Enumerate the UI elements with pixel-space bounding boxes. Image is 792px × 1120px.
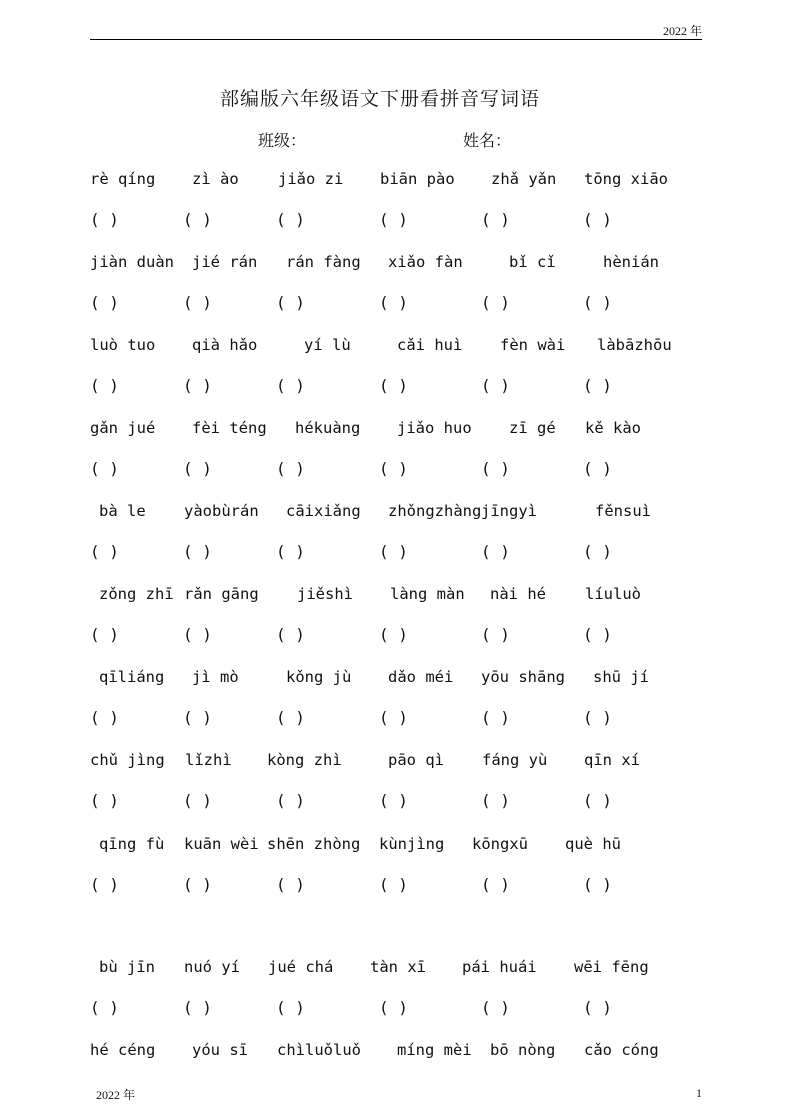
answer-blank[interactable]: ( ) — [481, 875, 510, 894]
pinyin-row — [90, 958, 690, 984]
pinyin-word: hènián — [603, 253, 659, 271]
answer-blank[interactable]: ( ) — [276, 459, 305, 478]
pinyin-word: jì mò — [192, 668, 239, 686]
answer-blank[interactable]: ( ) — [276, 542, 305, 561]
answer-blank[interactable]: ( ) — [481, 791, 510, 810]
pinyin-row — [90, 751, 690, 777]
answer-blank[interactable]: ( ) — [90, 376, 119, 395]
answer-blank[interactable]: ( ) — [90, 210, 119, 229]
answer-blank[interactable]: ( ) — [183, 708, 212, 727]
answer-blank[interactable]: ( ) — [379, 459, 408, 478]
answer-blank[interactable]: ( ) — [379, 542, 408, 561]
pinyin-word: kòng zhì — [267, 751, 342, 769]
answer-blank[interactable]: ( ) — [583, 625, 612, 644]
pinyin-row — [90, 585, 690, 611]
answer-row — [90, 293, 690, 319]
pinyin-word: shēn zhòng — [267, 835, 361, 853]
pinyin-word: yàobùrán — [184, 502, 259, 520]
pinyin-word: yōu shāng — [481, 668, 565, 686]
answer-blank[interactable]: ( ) — [481, 708, 510, 727]
answer-blank[interactable]: ( ) — [481, 625, 510, 644]
answer-blank[interactable]: ( ) — [183, 998, 212, 1017]
page-number: 1 — [696, 1086, 702, 1100]
answer-blank[interactable]: ( ) — [276, 625, 305, 644]
pinyin-word: qīliáng — [99, 668, 165, 686]
answer-blank[interactable]: ( ) — [379, 376, 408, 395]
answer-blank[interactable]: ( ) — [583, 998, 612, 1017]
header-year: 2022 年 — [662, 24, 702, 38]
answer-blank[interactable]: ( ) — [90, 791, 119, 810]
answer-row — [90, 998, 690, 1024]
pinyin-word: chìluǒluǒ — [277, 1041, 361, 1059]
pinyin-row — [90, 419, 690, 445]
pinyin-word: qīn xí — [584, 751, 640, 769]
answer-blank[interactable]: ( ) — [583, 293, 612, 312]
pinyin-word: què hū — [565, 835, 621, 853]
answer-blank[interactable]: ( ) — [379, 210, 408, 229]
pinyin-word: jié rán — [192, 253, 258, 271]
pinyin-row — [90, 1041, 690, 1067]
pinyin-word: rán fàng — [286, 253, 361, 271]
answer-blank[interactable]: ( ) — [379, 293, 408, 312]
pinyin-word: xiǎo fàn — [388, 253, 463, 271]
answer-blank[interactable]: ( ) — [183, 875, 212, 894]
pinyin-word: nuó yí — [184, 958, 240, 976]
answer-blank[interactable]: ( ) — [583, 708, 612, 727]
answer-blank[interactable]: ( ) — [481, 542, 510, 561]
pinyin-row — [90, 253, 690, 279]
answer-blank[interactable]: ( ) — [481, 998, 510, 1017]
pinyin-word: hé céng — [90, 1041, 156, 1059]
pinyin-word: biān pào — [380, 170, 455, 188]
pinyin-word: làng màn — [390, 585, 465, 603]
pinyin-word: tàn xī — [370, 958, 426, 976]
pinyin-word: rè qíng — [90, 170, 156, 188]
pinyin-word: qià hǎo — [192, 336, 258, 354]
answer-row — [90, 875, 690, 901]
pinyin-word: zǒng zhī — [99, 585, 174, 603]
pinyin-word: luò tuo — [90, 336, 156, 354]
answer-blank[interactable]: ( ) — [90, 293, 119, 312]
pinyin-word: pāo qì — [388, 751, 444, 769]
answer-row — [90, 210, 690, 236]
pinyin-word: fěnsuì — [595, 502, 651, 520]
pinyin-word: jiǎo huo — [397, 419, 472, 437]
pinyin-word: kě kào — [585, 419, 641, 437]
pinyin-word: nài hé — [490, 585, 546, 603]
answer-blank[interactable]: ( ) — [481, 376, 510, 395]
pinyin-word: míng mèi — [397, 1041, 472, 1059]
answer-blank[interactable]: ( ) — [583, 791, 612, 810]
answer-blank[interactable]: ( ) — [183, 459, 212, 478]
pinyin-word: jiàn duàn — [90, 253, 174, 271]
pinyin-word: hékuàng — [295, 419, 361, 437]
pinyin-row — [90, 835, 690, 861]
header-divider — [90, 39, 702, 40]
pinyin-word: yóu sī — [192, 1041, 248, 1059]
answer-blank[interactable]: ( ) — [183, 210, 212, 229]
pinyin-word: pái huái — [462, 958, 537, 976]
answer-blank[interactable]: ( ) — [276, 376, 305, 395]
pinyin-word: yí lù — [304, 336, 351, 354]
answer-blank[interactable]: ( ) — [183, 791, 212, 810]
pinyin-word: jué chá — [268, 958, 334, 976]
pinyin-word: dǎo méi — [388, 668, 454, 686]
answer-blank[interactable]: ( ) — [583, 459, 612, 478]
pinyin-word: jīngyì — [481, 502, 537, 520]
answer-blank[interactable]: ( ) — [276, 210, 305, 229]
pinyin-word: zhǎ yǎn — [491, 170, 557, 188]
answer-blank[interactable]: ( ) — [90, 875, 119, 894]
answer-blank[interactable]: ( ) — [583, 210, 612, 229]
pinyin-word: cǎo cóng — [584, 1041, 659, 1059]
footer-year: 2022 年 — [96, 1088, 136, 1102]
answer-blank[interactable]: ( ) — [583, 542, 612, 561]
answer-blank[interactable]: ( ) — [90, 625, 119, 644]
answer-blank[interactable]: ( ) — [276, 998, 305, 1017]
answer-blank[interactable]: ( ) — [481, 210, 510, 229]
pinyin-word: bō nòng — [490, 1041, 556, 1059]
pinyin-word: jiěshì — [297, 585, 353, 603]
pinyin-word: bù jīn — [99, 958, 155, 976]
answer-blank[interactable]: ( ) — [183, 542, 212, 561]
pinyin-word: shū jí — [593, 668, 649, 686]
answer-blank[interactable]: ( ) — [379, 875, 408, 894]
pinyin-word: rǎn gāng — [184, 585, 259, 603]
pinyin-word: fèn wài — [500, 336, 566, 354]
pinyin-word: zī gé — [509, 419, 556, 437]
answer-row — [90, 376, 690, 402]
pinyin-word: líuluò — [585, 585, 641, 603]
page-title: 部编版六年级语文下册看拼音写词语 — [219, 88, 540, 110]
answer-row — [90, 542, 690, 568]
answer-row — [90, 625, 690, 651]
answer-row — [90, 459, 690, 485]
answer-blank[interactable]: ( ) — [276, 708, 305, 727]
pinyin-word: wēi fēng — [574, 958, 649, 976]
pinyin-word: kōngxū — [472, 835, 528, 853]
pinyin-word: zì ào — [192, 170, 239, 188]
pinyin-word: làbāzhōu — [597, 336, 672, 354]
pinyin-word: zhǒngzhàng — [388, 502, 482, 520]
pinyin-row — [90, 336, 690, 362]
answer-blank[interactable]: ( ) — [90, 542, 119, 561]
answer-blank[interactable]: ( ) — [183, 625, 212, 644]
answer-blank[interactable]: ( ) — [379, 625, 408, 644]
class-label: 班级： — [258, 131, 307, 150]
answer-blank[interactable]: ( ) — [183, 293, 212, 312]
answer-blank[interactable]: ( ) — [183, 376, 212, 395]
answer-row — [90, 708, 690, 734]
pinyin-word: gǎn jué — [90, 419, 156, 437]
answer-blank[interactable]: ( ) — [276, 791, 305, 810]
pinyin-word: cǎi huì — [397, 336, 463, 354]
pinyin-word: jiǎo zi — [278, 170, 344, 188]
pinyin-word: bà le — [99, 502, 146, 520]
pinyin-word: kuān wèi — [184, 835, 259, 853]
name-label: 姓名： — [463, 131, 512, 150]
answer-blank[interactable]: ( ) — [379, 998, 408, 1017]
pinyin-word: kǒng jù — [286, 668, 352, 686]
answer-blank[interactable]: ( ) — [379, 791, 408, 810]
pinyin-word: lǐzhì — [185, 751, 232, 769]
answer-blank[interactable]: ( ) — [481, 293, 510, 312]
answer-blank[interactable]: ( ) — [583, 875, 612, 894]
pinyin-word: bǐ cǐ — [509, 253, 556, 271]
answer-blank[interactable]: ( ) — [583, 376, 612, 395]
answer-row — [90, 791, 690, 817]
pinyin-word: fáng yù — [482, 751, 548, 769]
pinyin-word: kùnjìng — [379, 835, 445, 853]
answer-blank[interactable]: ( ) — [276, 875, 305, 894]
pinyin-row — [90, 668, 690, 694]
pinyin-row — [90, 170, 690, 196]
answer-blank[interactable]: ( ) — [90, 459, 119, 478]
pinyin-word: chǔ jìng — [90, 751, 165, 769]
answer-blank[interactable]: ( ) — [90, 708, 119, 727]
answer-blank[interactable]: ( ) — [379, 708, 408, 727]
pinyin-word: tōng xiāo — [584, 170, 668, 188]
pinyin-word: cāixiǎng — [286, 502, 361, 520]
pinyin-word: qīng fù — [99, 835, 165, 853]
pinyin-word: fèi téng — [192, 419, 267, 437]
answer-blank[interactable]: ( ) — [90, 998, 119, 1017]
answer-blank[interactable]: ( ) — [481, 459, 510, 478]
pinyin-row — [90, 502, 690, 528]
answer-blank[interactable]: ( ) — [276, 293, 305, 312]
